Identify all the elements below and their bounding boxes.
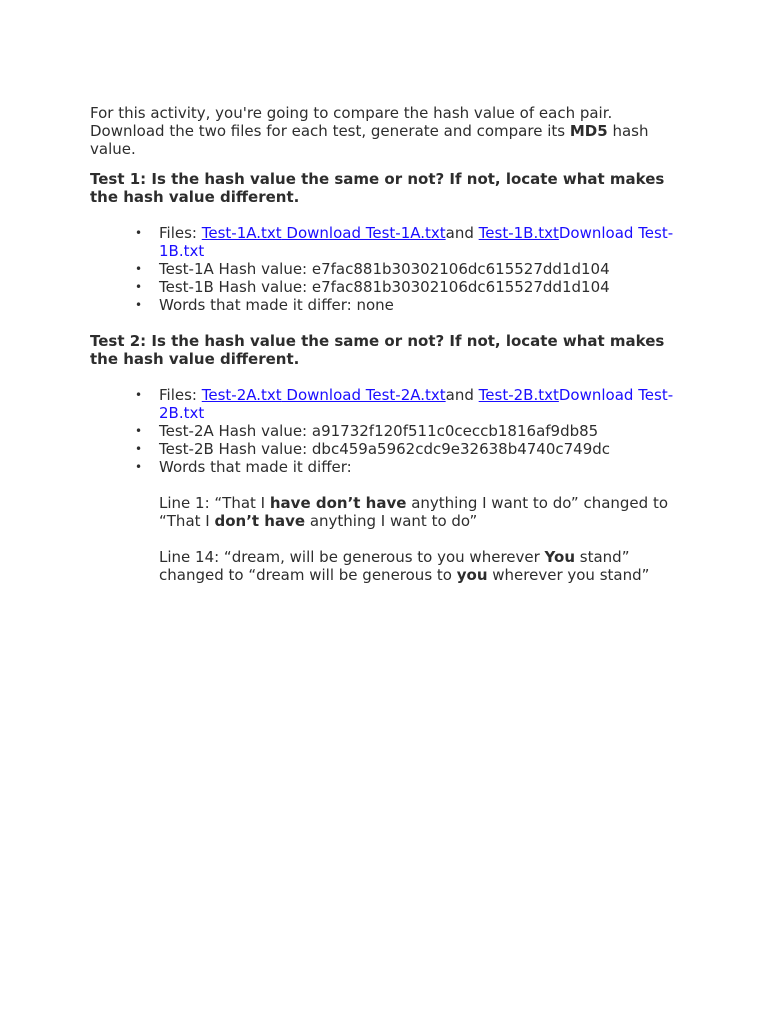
bullet-icon: • xyxy=(135,424,143,438)
test1-files-item xyxy=(135,224,680,260)
bullet-icon: • xyxy=(135,460,143,474)
test1-file-b-download-link[interactable]: Download Test-1B.txt xyxy=(159,224,674,260)
test1-words-item xyxy=(135,296,680,314)
bullet-icon: • xyxy=(135,280,143,294)
test1-file-a-link[interactable]: Test-1A.txt xyxy=(201,224,282,242)
diff-bold: you xyxy=(456,566,488,584)
diff-bold: have don’t have xyxy=(269,494,407,512)
intro-paragraph xyxy=(90,104,680,158)
test2-hash-b-item xyxy=(135,440,680,458)
diff-bold: don’t have xyxy=(214,512,306,530)
test1-hash-a-item xyxy=(135,260,680,278)
intro-text-b: hash value. xyxy=(90,122,649,158)
diff-text: wherever you stand” xyxy=(487,566,650,584)
test1-list xyxy=(90,224,680,314)
test2-words-item xyxy=(135,458,680,584)
test2-file-b-download-link[interactable]: Download Test-2B.txt xyxy=(159,386,674,422)
bullet-icon: • xyxy=(135,298,143,312)
test1-heading: Test 1: Is the hash value the same or not? If not, locate what makes the hash value different. xyxy=(90,170,665,206)
test1-files-label: Files: xyxy=(159,224,202,242)
intro-text-a: For this activity, you're going to compare the hash value of each pair. Download the two files for each test, generate and compare its xyxy=(90,104,613,140)
test2-files-label: Files: xyxy=(159,386,202,404)
test2-heading: Test 2: Is the hash value the same or not? If not, locate what makes the hash value different. xyxy=(90,332,665,368)
test1-file-b-link[interactable]: Test-1B.txt xyxy=(478,224,559,242)
test1-hash-a: Test-1A Hash value: e7fac881b30302106dc615527dd1d104 xyxy=(159,260,610,278)
test2-and: and xyxy=(445,386,479,404)
diff-text: stand” changed to “dream will be generous to xyxy=(159,548,630,584)
test1-words: Words that made it differ: none xyxy=(159,296,394,314)
bullet-icon: • xyxy=(135,442,143,456)
test2-hash-a-item xyxy=(135,422,680,440)
diff-text: Line 14: “dream, will be generous to you wherever xyxy=(159,548,545,566)
bullet-icon: • xyxy=(135,262,143,276)
test1-and: and xyxy=(445,224,479,242)
diff-bold: You xyxy=(544,548,576,566)
intro-md5: MD5 xyxy=(569,122,608,140)
test1-hash-b: Test-1B Hash value: e7fac881b30302106dc615527dd1d104 xyxy=(159,278,610,296)
test2-hash-b: Test-2B Hash value: dbc459a5962cdc9e32638b4740c749dc xyxy=(159,440,611,458)
test2-file-b-link[interactable]: Test-2B.txt xyxy=(478,386,559,404)
test2-file-a-download-link[interactable]: Download Test-2A.txt xyxy=(281,386,446,404)
diff-text: Line 1: “That I xyxy=(159,494,270,512)
bullet-icon: • xyxy=(135,226,143,240)
test2-line1-diff xyxy=(159,494,680,530)
test2-hash-a: Test-2A Hash value: a91732f120f511c0ceccb1816af9db85 xyxy=(159,422,599,440)
bullet-icon: • xyxy=(135,388,143,402)
diff-text: anything I want to do” xyxy=(305,512,478,530)
document-body xyxy=(90,104,680,602)
test2-files-item xyxy=(135,386,680,422)
test1-hash-b-item xyxy=(135,278,680,296)
test2-words: Words that made it differ: xyxy=(159,458,352,476)
test2-list xyxy=(90,386,680,584)
test1-file-a-download-link[interactable]: Download Test-1A.txt xyxy=(281,224,446,242)
diff-text: anything I want to do” changed to “That I xyxy=(159,494,669,530)
test2-line14-diff xyxy=(159,548,680,584)
test2-file-a-link[interactable]: Test-2A.txt xyxy=(201,386,282,404)
